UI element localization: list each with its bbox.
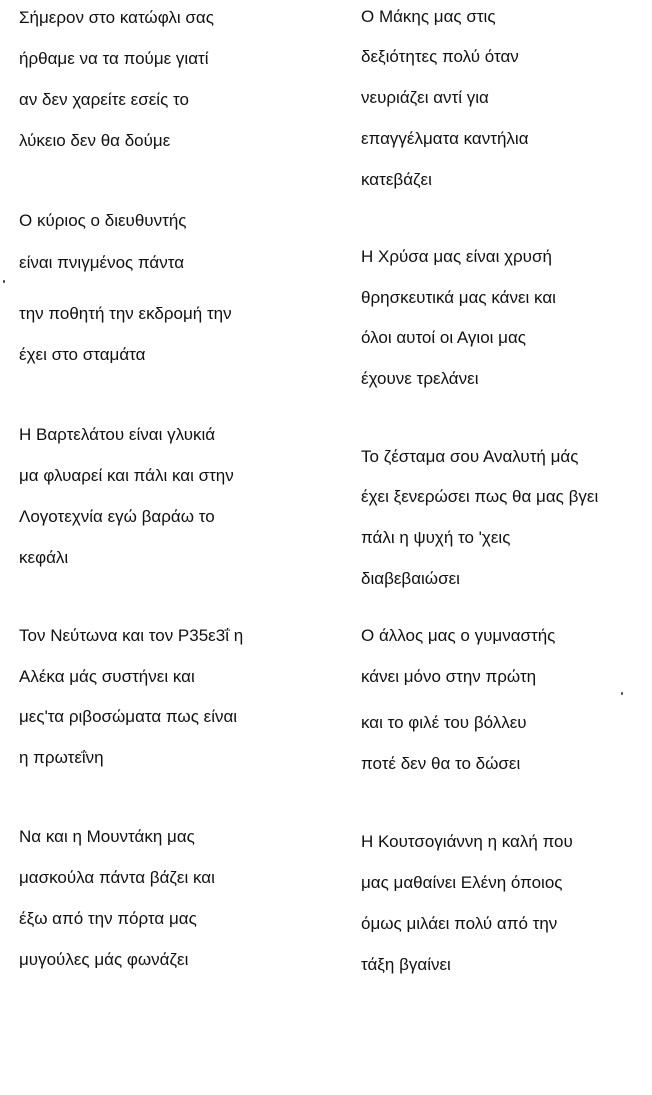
poem-line: ήρθαμε να τα πούμε γιατί	[19, 49, 209, 68]
poem-line: έχει στο σταμάτα	[19, 345, 146, 364]
poem-line: μας μαθαίνει Ελένη όποιος	[361, 873, 563, 892]
poem-line: έχει ξενερώσει πως θα μας βγει	[361, 487, 599, 506]
poem-line: ποτέ δεν θα το δώσει	[361, 754, 521, 773]
poem-line: δεξιότητες πολύ όταν	[361, 47, 519, 66]
poem-line: Ο κύριος ο διευθυντής	[19, 211, 187, 230]
poem-line: όλοι αυτοί οι Αγιοι μας	[361, 328, 526, 347]
poem-line: μα φλυαρεί και πάλι και στην	[19, 466, 234, 485]
poem-line: όμως μιλάει πολύ από την	[361, 914, 558, 933]
poem-line: έχουνε τρελάνει	[361, 369, 479, 388]
poem-line: κατεβάζει	[361, 170, 432, 189]
poem-line: Η Χρύσα μας είναι χρυσή	[361, 247, 552, 266]
poem-line: νευριάζει αντί για	[361, 88, 489, 107]
poem-line: Σήμερον στο κατώφλι σας	[19, 8, 214, 27]
poem-line: την ποθητή την εκδρομή την	[19, 304, 232, 323]
poem-line: Η Βαρτελάτου είναι γλυκιά	[19, 425, 216, 444]
poem-line: μασκούλα πάντα βάζει και	[19, 868, 215, 887]
poem-line: μες'τα ριβοσώματα πως είναι	[19, 707, 238, 726]
poem-line: κάνει μόνο στην πρώτη	[361, 667, 537, 686]
poem-line: Λογοτεχνία εγώ βαράω το	[19, 507, 215, 526]
poem-line: κεφάλι	[19, 548, 69, 567]
poem-line: διαβεβαιώσει	[361, 569, 460, 588]
poem-line: και το φιλέ του βόλλευ	[361, 713, 527, 732]
poem-line: είναι πνιγμένος πάντα	[19, 253, 185, 272]
poem-line: Ο Μάκης μας στις	[361, 7, 496, 26]
poem-line: Να και η Μουντάκη μας	[19, 827, 195, 846]
poem-line: λύκειο δεν θα δούμε	[19, 131, 171, 150]
poem-line: επαγγέλματα καντήλια	[361, 129, 529, 148]
poem-line: θρησκευτικά μας κάνει και	[361, 288, 556, 307]
poem-line: Τον Νεύτωνα και τον Ρ35ε3ΐ η	[19, 626, 244, 645]
poem-line: μυγούλες μάς φωνάζει	[19, 950, 189, 969]
poem-line: έξω από την πόρτα μας	[19, 909, 197, 928]
poem-line: πάλι η ψυχή το 'χεις	[361, 528, 511, 547]
poem-line: Ο άλλος μας ο γυμναστής	[361, 626, 556, 645]
poem-line: τάξη βγαίνει	[361, 955, 451, 974]
poem-line: η πρωτεΐνη	[19, 748, 104, 767]
poem-line: Το ζέσταμα σου Αναλυτή μάς	[361, 447, 579, 466]
poem-line: αν δεν χαρείτε εσείς το	[19, 90, 189, 109]
scan-speck	[3, 280, 5, 283]
poem-line: Η Κουτσογιάννη η καλή που	[361, 832, 573, 851]
scan-speck	[621, 692, 623, 695]
poem-line: Αλέκα μάς συστήνει και	[19, 667, 195, 686]
